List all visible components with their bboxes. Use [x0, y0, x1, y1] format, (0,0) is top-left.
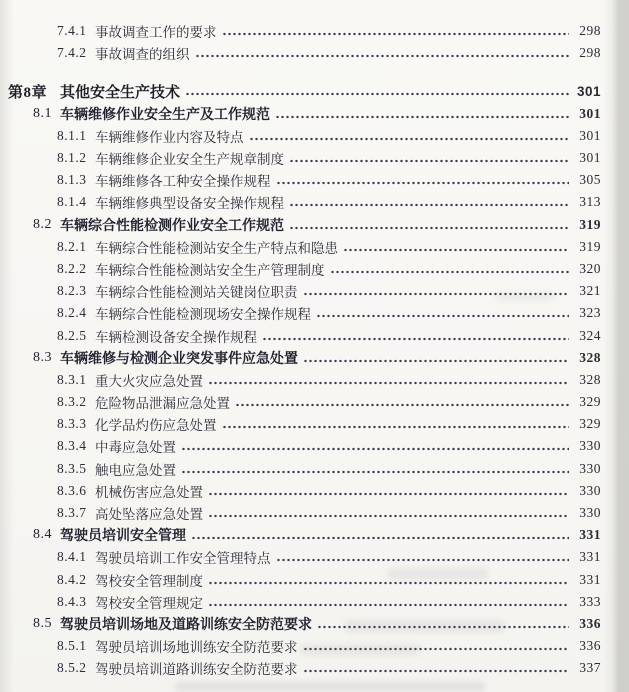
toc-entry-title: 车辆综合性能检测站安全生产管理制度 — [95, 262, 325, 278]
toc-entry-title: 车辆综合性能检测现场安全操作规程 — [95, 307, 311, 323]
page-showthrough-smudge — [175, 682, 485, 691]
toc-entry-title: 机械伤害应急处置 — [95, 484, 203, 500]
toc-page-number: 333 — [579, 593, 601, 609]
toc-page-number: 337 — [579, 660, 601, 676]
toc-row — [8, 324, 601, 346]
toc-leader-dots — [249, 125, 570, 147]
toc-page-number: 298 — [579, 45, 601, 61]
toc-page-number: 328 — [579, 349, 601, 365]
toc-page-number: 320 — [579, 260, 601, 276]
toc-page-number: 305 — [579, 172, 601, 188]
toc-entry-title: 化学品灼伤应急处置 — [95, 418, 217, 434]
toc-page-number: 321 — [579, 283, 601, 299]
toc-entry-title: 车辆维修典型设备安全操作规程 — [95, 196, 284, 212]
toc-entry-number: 8.3 — [33, 349, 52, 365]
toc-leader-dots — [191, 524, 569, 546]
toc-entry-number: 8.3.7 — [57, 505, 87, 521]
toc-leader-dots — [303, 347, 569, 369]
toc-entry-number: 8.3.4 — [57, 438, 87, 454]
toc-entry-number: 8.2 — [33, 216, 52, 232]
toc-leader-dots — [208, 369, 569, 391]
toc-entry-number: 8.1.4 — [57, 194, 87, 210]
toc-page-number: 323 — [579, 305, 601, 321]
toc-entry-number: 8.2.1 — [57, 238, 87, 254]
toc-entry-number: 8.1.1 — [57, 127, 87, 143]
toc-entry-title: 驾驶员培训安全管理 — [60, 529, 186, 545]
toc-row — [8, 236, 601, 258]
toc-leader-dots — [222, 413, 570, 435]
toc-leader-dots — [317, 613, 569, 635]
toc-entry-number: 8.2.5 — [57, 327, 87, 343]
toc-row — [8, 413, 601, 435]
toc-row — [8, 458, 601, 480]
toc-page-number: 336 — [579, 615, 601, 631]
toc-entry-number: 8.3.3 — [57, 416, 87, 432]
toc-entry-title: 事故调查工作的要求 — [95, 25, 217, 41]
toc-leader-dots — [185, 80, 569, 102]
toc-row — [8, 347, 601, 369]
toc-leader-dots — [181, 458, 569, 480]
toc-leader-dots — [303, 635, 570, 657]
toc-row — [8, 546, 601, 568]
toc-entry-title: 触电应急处置 — [95, 462, 176, 478]
toc-row — [8, 524, 601, 546]
toc-row — [8, 280, 601, 302]
toc-leader-dots — [330, 258, 570, 280]
toc-page-number: 301 — [579, 127, 601, 143]
toc-page-number: 329 — [579, 394, 601, 410]
toc-page-number: 301 — [576, 83, 601, 99]
toc-entry-title: 车辆检测设备安全操作规程 — [95, 329, 257, 345]
toc-leader-dots — [195, 42, 570, 64]
toc-entry-title: 车辆维修作业安全生产及工作规范 — [60, 107, 270, 123]
toc-leader-dots — [208, 502, 569, 524]
toc-entry-number: 8.2.2 — [57, 260, 87, 276]
toc-row — [8, 391, 601, 413]
toc-leader-dots — [316, 302, 569, 324]
toc-row — [8, 42, 601, 64]
toc-entry-number: 8.4.2 — [57, 571, 87, 587]
toc-entry-number: 8.1.2 — [57, 150, 87, 166]
toc-row — [8, 80, 601, 102]
toc-entry-title: 驾校安全管理规定 — [95, 595, 203, 611]
toc-row — [8, 369, 601, 391]
toc-entry-number: 8.5 — [33, 615, 52, 631]
toc-row — [8, 258, 601, 280]
toc-entry-title: 重大火灾应急处置 — [95, 373, 203, 389]
toc-row — [8, 103, 601, 125]
toc-entry-title: 驾驶员培训场地训练安全防范要求 — [95, 640, 298, 656]
toc-leader-dots — [262, 324, 569, 346]
toc-leader-dots — [222, 20, 570, 42]
toc-entry-number: 第8章 — [8, 84, 48, 101]
toc-row — [8, 214, 601, 236]
toc-entry-number: 8.3.6 — [57, 482, 87, 498]
toc-entry-title: 车辆综合性能检测站关键岗位职责 — [95, 285, 298, 301]
toc-page-number: 319 — [579, 238, 601, 254]
toc-entry-title: 车辆维修各工种安全操作规程 — [95, 174, 271, 190]
toc-entry-title: 驾驶员培训道路训练安全防范要求 — [95, 662, 298, 678]
toc-leader-dots — [208, 569, 569, 591]
toc-entry-number: 8.5.2 — [57, 660, 87, 676]
toc-row — [8, 502, 601, 524]
toc-entry-title: 驾驶员培训场地及道路训练安全防范要求 — [60, 617, 312, 633]
toc-page-number: 328 — [579, 371, 601, 387]
toc-page-number: 319 — [579, 216, 601, 232]
toc-page-number: 336 — [579, 638, 601, 654]
toc-leader-dots — [275, 103, 569, 125]
toc-row — [8, 569, 601, 591]
toc-entry-title: 高处坠落应急处置 — [95, 507, 203, 523]
toc-leader-dots — [289, 191, 569, 213]
toc-row — [8, 147, 601, 169]
toc-leader-dots — [289, 214, 569, 236]
toc-row — [8, 657, 601, 679]
toc-entry-title: 危险物品泄漏应急处置 — [95, 396, 230, 412]
toc-leader-dots — [235, 391, 569, 413]
toc-row — [8, 302, 601, 324]
toc-row — [8, 435, 601, 457]
toc-entry-number: 8.4.1 — [57, 549, 87, 565]
toc-entry-number: 8.1 — [33, 105, 52, 121]
toc-entry-number: 8.3.2 — [57, 394, 87, 410]
toc-page-number: 331 — [579, 571, 601, 587]
toc-page-number: 330 — [579, 505, 601, 521]
toc-row — [8, 191, 601, 213]
toc-entry-number: 8.4.3 — [57, 593, 87, 609]
toc-page-number: 330 — [579, 460, 601, 476]
toc-row — [8, 125, 601, 147]
toc-leader-dots — [289, 147, 569, 169]
toc-entry-number: 8.5.1 — [57, 638, 87, 654]
toc-row — [8, 480, 601, 502]
toc-leader-dots — [276, 546, 570, 568]
toc-entry-number: 7.4.1 — [57, 23, 87, 39]
toc-entry-number: 8.2.4 — [57, 305, 87, 321]
toc-leader-dots — [303, 280, 570, 302]
toc-page-number: 301 — [579, 105, 601, 121]
toc-entry-number: 7.4.2 — [57, 45, 87, 61]
toc-entry-title: 车辆综合性能检测站安全生产特点和隐患 — [95, 240, 338, 256]
toc-entry-title: 车辆综合性能检测作业安全工作规范 — [60, 218, 284, 234]
toc-page-number: 330 — [579, 438, 601, 454]
toc-leader-dots — [181, 435, 569, 457]
toc-leader-dots — [208, 480, 569, 502]
toc-entry-title: 驾校安全管理制度 — [95, 573, 203, 589]
toc-row — [8, 169, 601, 191]
toc-entry-title: 驾驶员培训工作安全管理特点 — [95, 551, 271, 567]
toc-page-number: 298 — [579, 23, 601, 39]
toc-leader-dots — [208, 591, 569, 613]
toc-entry-number: 8.3.5 — [57, 460, 87, 476]
toc-leader-dots — [276, 169, 570, 191]
toc-entry-number: 8.4 — [33, 527, 52, 543]
toc-row — [8, 20, 601, 42]
toc-entry-title: 车辆维修与检测企业突发事件应急处置 — [60, 351, 298, 367]
toc-page-number: 330 — [579, 482, 601, 498]
toc-row — [8, 591, 601, 613]
toc-page-number: 329 — [579, 416, 601, 432]
toc-entry-title: 中毒应急处置 — [95, 440, 176, 456]
toc-page-number: 324 — [579, 327, 601, 343]
toc-entry-title: 事故调查的组织 — [95, 47, 190, 63]
toc-entry-title: 车辆维修企业安全生产规章制度 — [95, 152, 284, 168]
toc-entry-title: 车辆维修作业内容及特点 — [95, 129, 244, 145]
toc-entry-title: 其他安全生产技术 — [60, 83, 181, 101]
toc-row — [8, 635, 601, 657]
toc-leader-dots — [343, 236, 569, 258]
toc-entry-number: 8.2.3 — [57, 283, 87, 299]
toc-list — [0, 20, 629, 679]
toc-leader-dots — [303, 657, 570, 679]
toc-entry-number: 8.3.1 — [57, 371, 87, 387]
toc-page-number: 313 — [579, 194, 601, 210]
toc-row — [8, 613, 601, 635]
toc-page-number: 301 — [579, 150, 601, 166]
toc-page-number: 331 — [579, 527, 601, 543]
toc-entry-number: 8.1.3 — [57, 172, 87, 188]
toc-page-number: 331 — [579, 549, 601, 565]
